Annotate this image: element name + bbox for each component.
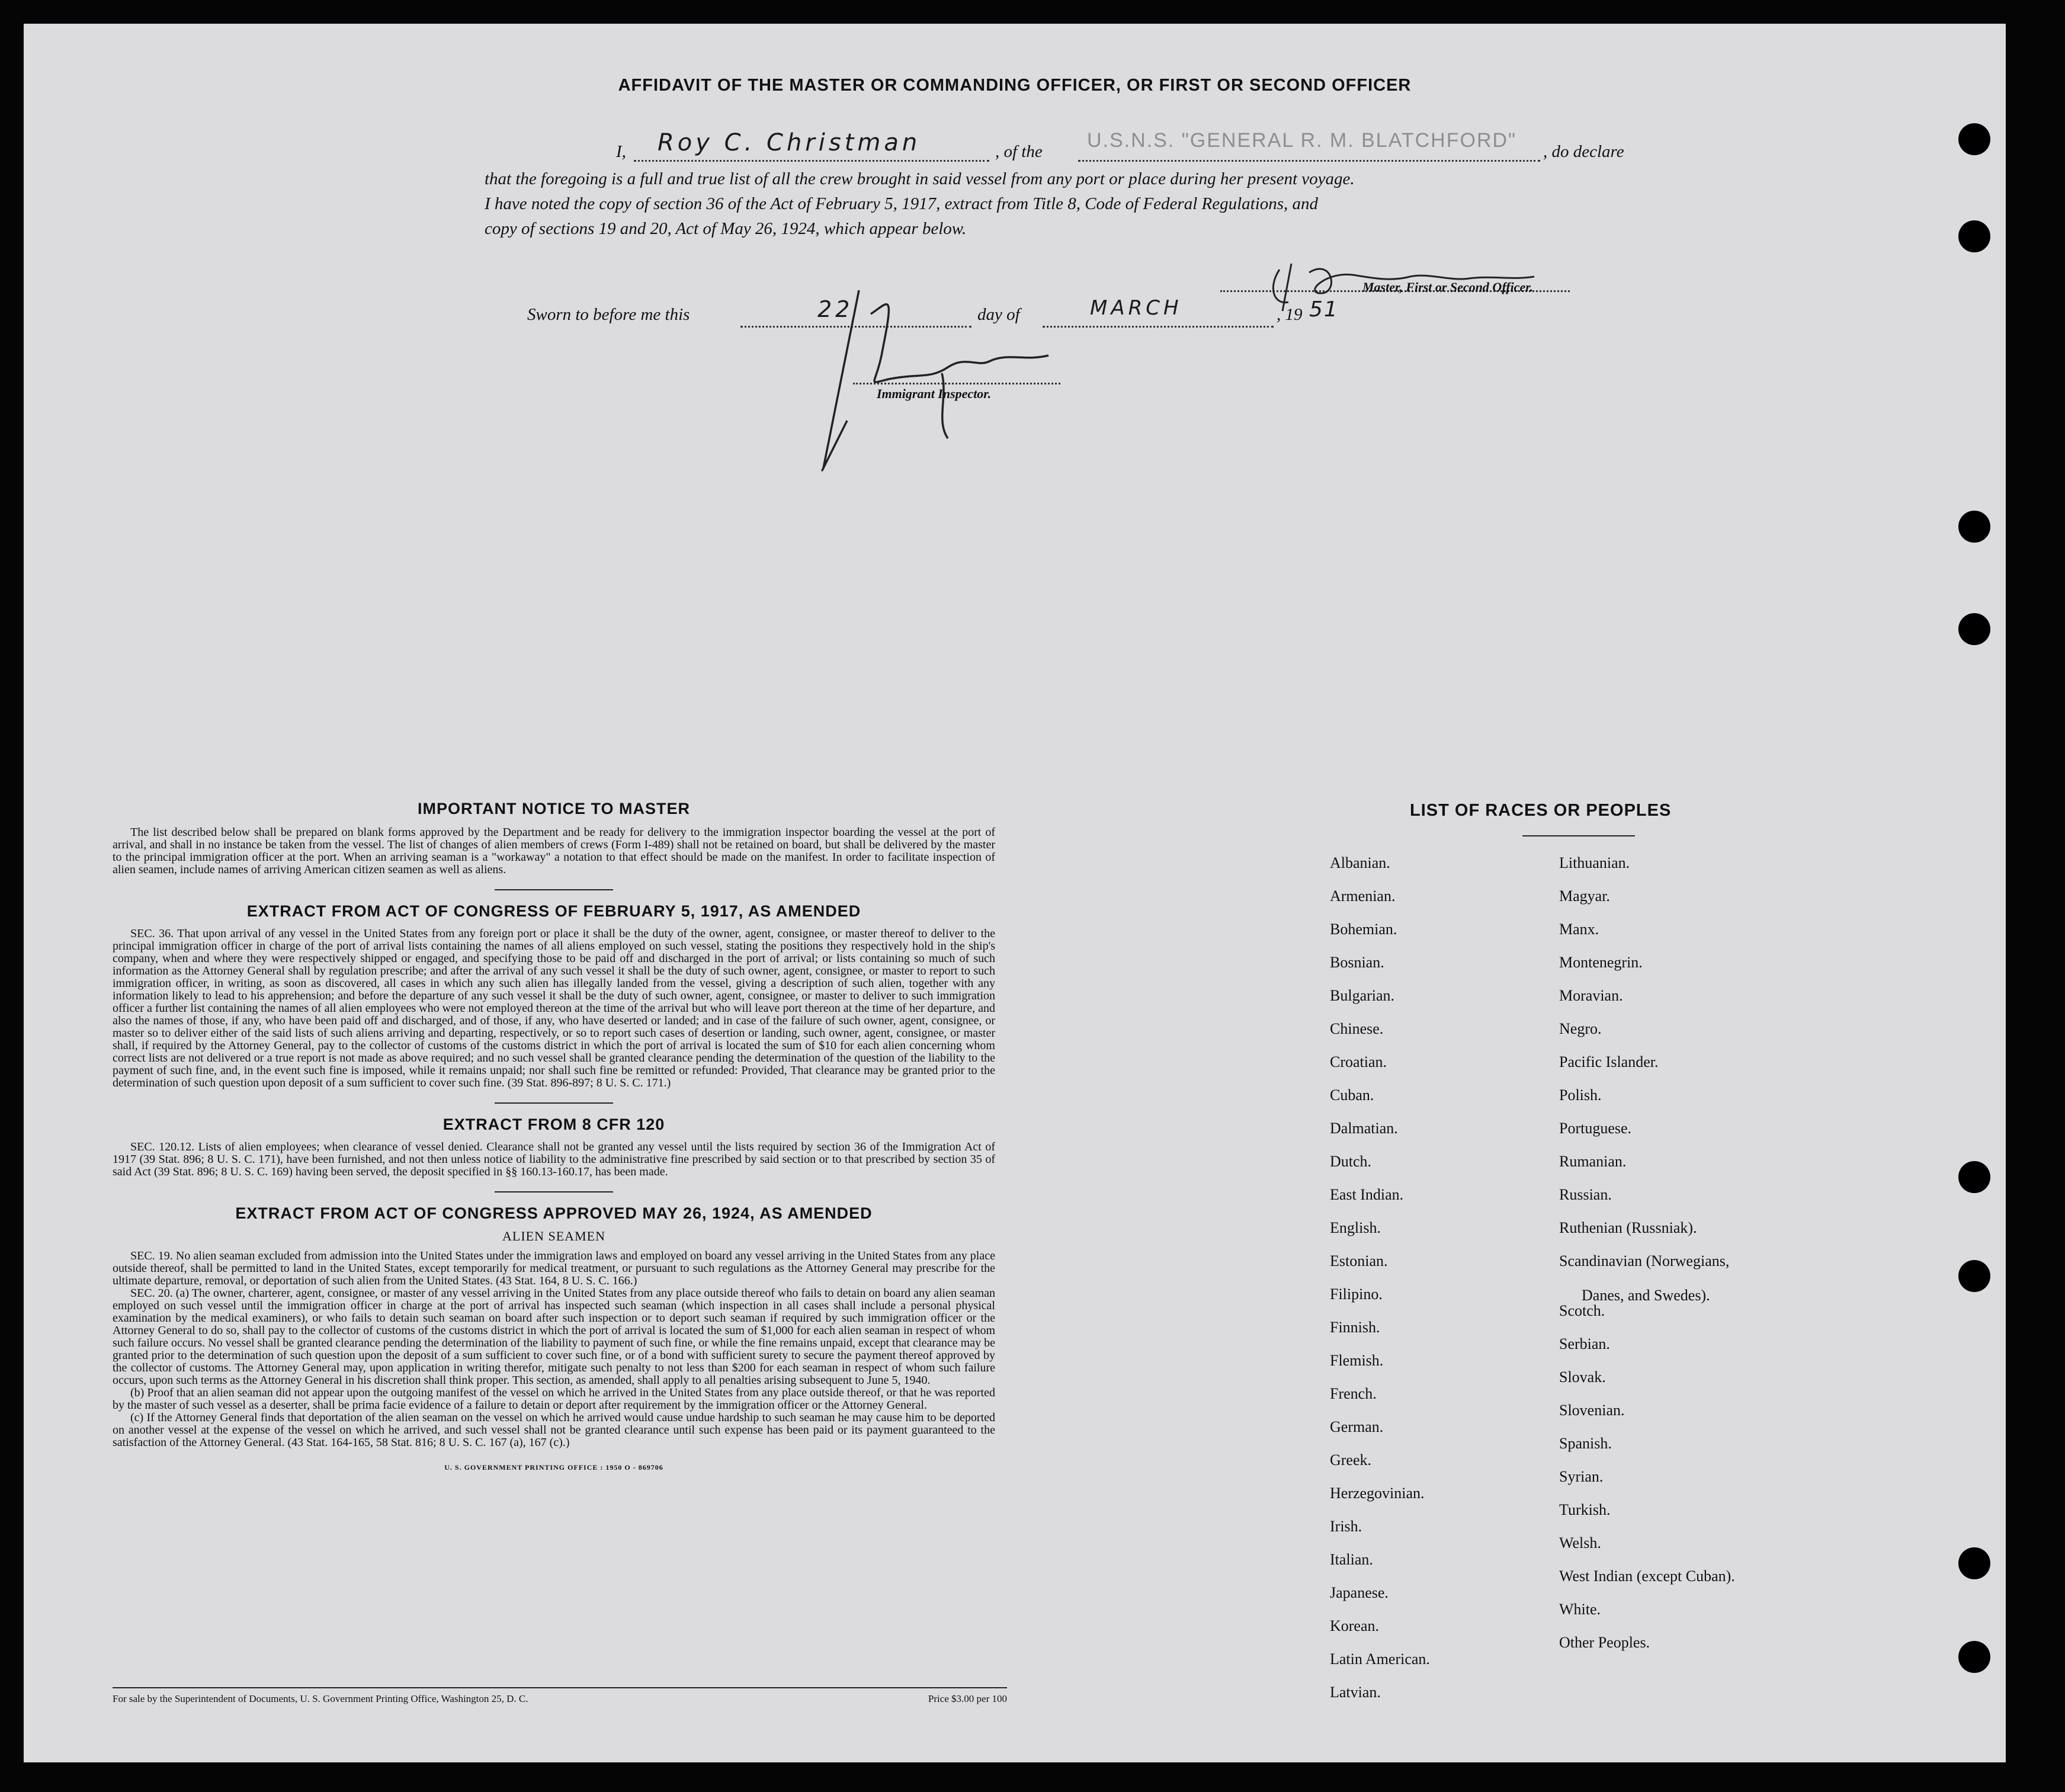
race-item: Negro. — [1559, 1020, 1602, 1037]
punch-hole — [1958, 511, 1990, 543]
i-label: I, — [616, 142, 626, 161]
race-item: Irish. — [1330, 1518, 1362, 1535]
divider — [495, 1102, 613, 1104]
divider — [495, 889, 613, 890]
races-title: LIST OF RACES OR PEOPLES — [1410, 801, 1672, 820]
race-item: Lithuanian. — [1559, 854, 1630, 871]
race-item: Herzegovinian. — [1330, 1485, 1425, 1502]
race-item: Estonian. — [1330, 1252, 1388, 1270]
race-item: Syrian. — [1559, 1468, 1604, 1485]
punch-hole — [1958, 1161, 1990, 1193]
race-item: Slovenian. — [1559, 1402, 1625, 1419]
race-item: German. — [1330, 1418, 1384, 1435]
race-item: White. — [1559, 1601, 1601, 1618]
affidavit-title: AFFIDAVIT OF THE MASTER OR COMMANDING OFFICER, OR FIRST OR SECOND OFFICER — [618, 76, 1412, 95]
punch-hole — [1958, 220, 1990, 252]
alien-seamen-subtitle: ALIEN SEAMEN — [502, 1229, 605, 1243]
punch-hole — [1958, 613, 1990, 645]
race-item: Greek. — [1330, 1451, 1372, 1469]
sec-20a: SEC. 20. (a) The owner, charterer, agent, consignee, or master of any vessel arriving in the United States from any place outside thereof who fails to detain on board any alien seaman employed on such vessel until the immigration officer in charge at the port of arrival has inspected such seaman (which inspection in all cases shall include a personal physical examination by the medical examiners), or who fails to detain such seaman on board after such inspection or to deport such seaman if required by such immigration officer or the Attorney General to do so, shall pay to the collector of customs of the customs district in which the port of arrival is located the sum of $1,000 for each alien seaman in respect of whom such failure occurs. No vessel shall be granted clearance pending the determination of the liability to payment of such fine, or while the fine remains unpaid, except that clearance may be granted prior to the determination of such question upon the deposit of a sum sufficient to cover such fine, or of a bond with sufficient surety to secure the payment thereof approved by the collector of customs. The Attorney General may, upon application in writing therefor, mitigate such penalty to not less than $200 for each seaman in respect of whom such failure occurs, upon such terms as the Attorney General in his discretion shall think proper. This section, as amended, shall apply to all penalties arising subsequent to June 5, 1940. — [113, 1287, 995, 1387]
race-item: Serbian. — [1559, 1335, 1610, 1352]
declaration-line-3: copy of sections 19 and 20, Act of May 26, 1924, which appear below. — [485, 219, 967, 238]
race-item: Ruthenian (Russniak). — [1559, 1219, 1697, 1236]
race-item: Albanian. — [1330, 854, 1390, 871]
race-item: Other Peoples. — [1559, 1634, 1650, 1651]
inspector-label: Immigrant Inspector. — [877, 386, 992, 401]
sec-20b: (b) Proof that an alien seaman did not appear upon the outgoing manifest of the vessel on which he arrived in the United States from any place outside thereof, or that he was reported by the master of such vessel as a deserter, shall be prima facie evidence of a failure to detain or deport after requirement by the immigration officer or the Attorney General. — [113, 1386, 995, 1412]
race-item: Pacific Islander. — [1559, 1053, 1659, 1070]
race-item: Korean. — [1330, 1617, 1380, 1634]
race-item: English. — [1330, 1219, 1381, 1236]
extract-cfr-title: EXTRACT FROM 8 CFR 120 — [443, 1115, 665, 1133]
punch-hole — [1958, 1547, 1990, 1579]
race-item: Italian. — [1330, 1551, 1373, 1568]
sec-19: SEC. 19. No alien seaman excluded from admission into the United States under the immigration laws and employed on board any vessel arriving in the United States from any place outside thereof, shall be permitted to land in the United States, except temporarily for medical treatment, or pursuant to such regulations as the Attorney General may prescribe for the ultimate departure, removal, or deportation of such alien from the United States. (43 Stat. 164, 8 U. S. C. 166.) — [113, 1249, 995, 1287]
race-item: Danes, and Swedes). — [1582, 1287, 1710, 1304]
race-item: Scandinavian (Norwegians, — [1559, 1252, 1730, 1270]
divider — [495, 1191, 613, 1192]
race-item: Moravian. — [1559, 987, 1623, 1004]
race-item: Dutch. — [1330, 1153, 1372, 1170]
notice-column — [113, 800, 995, 1472]
race-item: Flemish. — [1330, 1352, 1384, 1369]
extract-1924-text — [113, 1250, 995, 1449]
race-item: Cuban. — [1330, 1086, 1374, 1104]
race-item: Montenegrin. — [1559, 954, 1643, 971]
race-item: Slovak. — [1559, 1368, 1606, 1386]
race-item: Magyar. — [1559, 887, 1610, 905]
punch-hole — [1958, 123, 1990, 155]
races-title-rule — [1522, 835, 1635, 836]
race-item: Bulgarian. — [1330, 987, 1395, 1004]
extract-1917-title: EXTRACT FROM ACT OF CONGRESS OF FEBRUARY 5, 1917, AS AMENDED — [246, 902, 861, 920]
race-item: Dalmatian. — [1330, 1120, 1398, 1137]
race-item: Finnish. — [1330, 1319, 1380, 1336]
notice-title: IMPORTANT NOTICE TO MASTER — [418, 800, 690, 818]
race-item: Japanese. — [1330, 1584, 1389, 1601]
race-item: Croatian. — [1330, 1053, 1387, 1070]
vessel-stamp: U.S.N.S. "GENERAL R. M. BLATCHFORD" — [1087, 129, 1517, 152]
footer — [113, 1693, 1007, 1705]
race-item: Russian. — [1559, 1186, 1612, 1203]
day-value: 22 — [817, 296, 854, 322]
footer-rule — [113, 1687, 1007, 1688]
race-item: Scotch. — [1559, 1302, 1605, 1319]
race-item: Welsh. — [1559, 1534, 1601, 1551]
notice-text: The list described below shall be prepared on blank forms approved by the Department and be ready for delivery to the immigration inspector boarding the vessel at the port of arrival, and shall in no instance be taken from the vessel. The list of changes of alien members of crews (Form I-489) shall not be retained on board, but shall be delivered by the master to the principal immigration officer at the port. When an arriving seaman is a "workaway" a notation to that effect should be made on the manifest. In order to facilitate inspection of alien seamen, include names of arriving American citizen seamen as well as aliens. — [113, 826, 995, 876]
race-item: Bosnian. — [1330, 954, 1384, 971]
of-the-label: , of the — [995, 142, 1043, 161]
race-item: West Indian (except Cuban). — [1559, 1567, 1735, 1585]
footer-sale-text: For sale by the Superintendent of Documents, U. S. Government Printing Office, Washington 25, D. C. — [113, 1693, 528, 1704]
declaration-line-1: that the foregoing is a full and true list of all the crew brought in said vessel from any port or place during her present voyage. — [485, 169, 1355, 188]
race-item: Turkish. — [1559, 1501, 1611, 1518]
master-name: Roy C. Christman — [658, 129, 921, 156]
race-item: Armenian. — [1330, 887, 1396, 905]
inspector-line — [853, 373, 1060, 384]
day-of-label: day of — [977, 305, 1020, 324]
race-item: Manx. — [1559, 921, 1599, 938]
race-item: Rumanian. — [1559, 1153, 1627, 1170]
do-declare-label: , do declare — [1543, 142, 1624, 161]
race-item: Spanish. — [1559, 1435, 1612, 1452]
punch-hole — [1958, 1641, 1990, 1673]
extract-cfr-text: SEC. 120.12. Lists of alien employees; when clearance of vessel denied. Clearance shall not be granted any vessel until the lists required by section 36 of the Immigration Act of 1917 (39 Stat. 896; 8 U. S. C. 171), have been furnished, and not then unless notice of liability to the administrative fine prescribed by said section or to that prescribed by section 35 of said Act (39 Stat. 896; 8 U. S. C. 169) having been served, the deposit specified in §§ 160.13-160.17, has been made. — [113, 1140, 995, 1178]
declaration-line-2: I have noted the copy of section 36 of the Act of February 5, 1917, extract from Title 8, Code of Federal Regulations, and — [485, 194, 1319, 213]
document-page — [24, 24, 2006, 1762]
punch-hole — [1958, 1260, 1990, 1292]
extract-1917-text: SEC. 36. That upon arrival of any vessel in the United States from any foreign port or place it shall be the duty of the owner, agent, consignee, or master thereof to deliver to the principal immigration officer in charge of the port of arrival lists containing the names of all aliens employed on such vessel, stating the positions they respectively hold in the ship's company, when and where they were respectively shipped or engaged, and specifying those to be paid off and discharged in the port of arrival; or lists containing so much of such information as the Attorney General shall by regulation prescribe; and after the arrival of any such vessel it shall be the duty of such owner, agent, consignee, or master to report to such immigration officer, in writing, as soon as discovered, all cases in which any such alien has illegally landed from the vessel, giving a description of such alien, together with any information likely to lead to his apprehension; and before the departure of any such vessel it shall be the duty of such owner, agent, consignee, or master to deliver to such immigration officer a further list containing the names of all alien employees who were not employed thereon at the time of the arrival but who will leave port thereon at the time of her departure, and also the names of those, if any, who have been paid off and discharged, and of those, if any, who have deserted or landed; and in case of the failure of such owner, agent, consignee, or master so to deliver either of the said lists of such aliens arriving and departing, respectively, or so to report such cases of desertion or landing, such owner, agent, consignee, or master shall, if required by the Attorney General, pay to the collector of customs of the customs district in which the port of arrival is located the sum of $10 for each alien concerning whom correct lists are not delivered or a true report is not made as above required; and no such vessel shall be granted clearance pending the determination of the question of the liability to the payment of such fine, and, in the event such fine is imposed, while it remains unpaid; nor shall such fine be remitted or refunded: Provided, That clearance may be granted prior to the determination of such question upon deposit of a sum sufficient to cover such fine. (39 Stat. 896-897; 8 U. S. C. 171.) — [113, 927, 995, 1089]
printing-office-line: U. S. GOVERNMENT PRINTING OFFICE : 1950 O - 869706 — [444, 1463, 663, 1472]
race-item: Chinese. — [1330, 1020, 1384, 1037]
year-prefix: , 19 — [1277, 305, 1303, 324]
extract-1924-title: EXTRACT FROM ACT OF CONGRESS APPROVED MAY 26, 1924, AS AMENDED — [235, 1204, 873, 1222]
sec-20c: (c) If the Attorney General finds that deportation of the alien seaman on the vessel on which he arrived would cause undue hardship to such seaman he may cause him to be deported on another vessel at the expense of the vessel on which he arrived, and such vessel shall not be granted clearance until such expense has been paid or its payment guaranteed to the satisfaction of the Attorney General. (43 Stat. 164-165, 58 Stat. 816; 8 U. S. C. 167 (a), 167 (c).) — [113, 1411, 995, 1449]
master-label: Master, First or Second Officer. — [1362, 280, 1534, 294]
race-item: East Indian. — [1330, 1186, 1404, 1203]
race-item: Latvian. — [1330, 1684, 1381, 1701]
race-item: Portuguese. — [1559, 1120, 1632, 1137]
race-item: Latin American. — [1330, 1650, 1430, 1668]
year-value: 51 — [1309, 297, 1339, 322]
month-value: MARCH — [1090, 296, 1182, 320]
race-item: French. — [1330, 1385, 1377, 1402]
footer-price: Price $3.00 per 100 — [928, 1693, 1007, 1704]
race-item: Bohemian. — [1330, 921, 1397, 938]
sworn-label: Sworn to before me this — [527, 305, 690, 324]
race-item: Polish. — [1559, 1086, 1602, 1104]
race-item: Filipino. — [1330, 1286, 1383, 1303]
